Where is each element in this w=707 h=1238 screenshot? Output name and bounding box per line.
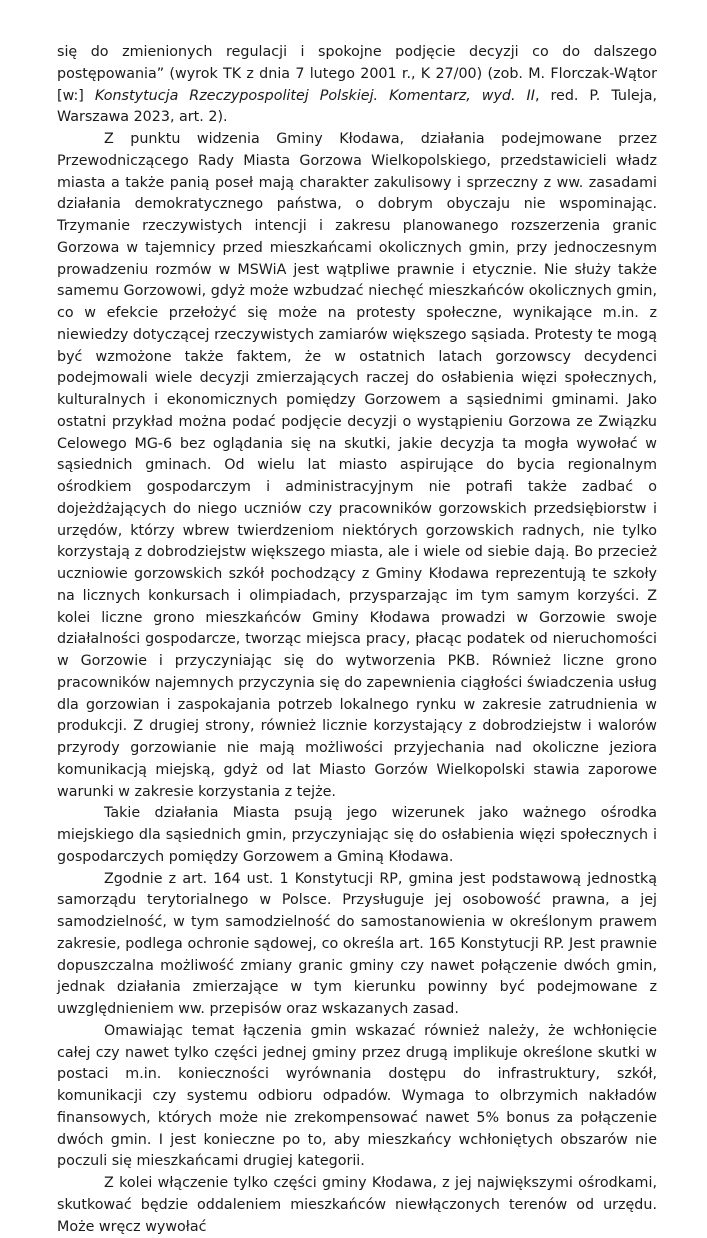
document-body xyxy=(57,42,657,1238)
paragraph: Z punktu widzenia Gminy Kłodawa, działania podejmowane przez Przewodniczącego Rady Miasta Gorzowa Wielkopolskiego, przedstawicieli władz miasta a także panią poseł mają charakter zakulisowy i sprzeczny z ww. zasadami działania demokratycznego państwa, o dobrym obyczaju nie wspominając. Trzymanie rzeczywistych intencji i zakresu planowanego rozszerzenia granic Gorzowa w tajemnicy przed mieszkańcami okolicznych gmin, przy jednoczesnym prowadzeniu rozmów w MSWiA jest wątpliwe prawnie i etycznie. Nie służy także samemu Gorzowowi, gdyż może wzbudzać niechęć mieszkańców okolicznych gmin, co w efekcie przełożyć się może na protesty społeczne, wynikające m.in. z niewiedzy dotyczącej rzeczywistych zamiarów większego sąsiada. Protesty te mogą być wzmożone także faktem, że w ostatnich latach gorzowscy decydenci podejmowali wiele decyzji zmierzających raczej do osłabienia więzi społecznych, kulturalnych i ekonomicznych pomiędzy Gorzowem a sąsiednimi gminami. Jako ostatni przykład można podać podjęcie decyzji o wystąpieniu Gorzowa ze Związku Celowego MG-6 bez oglądania się na skutki, jakie decyzja ta mogła wywołać w sąsiednich gminach. Od wielu lat miasto aspirujące do bycia regionalnym ośrodkiem gospodarczym i administracyjnym nie potrafi także zadbać o dojeżdżających do niego uczniów czy pracowników gorzowskich przedsiębiorstw i urzędów, którzy wbrew twierdzeniom niektórych gorzowskich radnych, nie tylko korzystają z dobrodziejstw większego miasta, ale i wiele od siebie dają. Bo przecież uczniowie gorzowskich szkół pochodzący z Gminy Kłodawa reprezentują te szkoły na licznych konkursach i olimpiadach, przysparzając im tym samym korzyści. Z kolei liczne grono mieszkańców Gminy Kłodawa prowadzi w Gorzowie swoje działalności gospodarcze, tworząc miejsca pracy, płacąc podatek od nieruchomości w Gorzowie i przyczyniając się do wytworzenia PKB. Również liczne grono pracowników najemnych przyczynia się do zapewnienia ciągłości świadczenia usług dla gorzowian i zaspokajania potrzeb lokalnego rynku w zakresie zatrudnienia w produkcji. Z drugiej strony, również licznie korzystający z dobrodziejstw i walorów przyrody gorzowianie nie mają możliwości przyjechania nad okoliczne jeziora komunikacją miejską, gdyż od lat Miasto Gorzów Wielkopolski stawia zaporowe warunki w zakresie korzystania z tejże. xyxy=(57,131,657,800)
paragraph: Omawiając temat łączenia gmin wskazać również należy, że wchłonięcie całej czy nawet tylko części jednej gminy przez drugą implikuje określone skutki w postaci m.in. konieczności wyrównania dostępu do infrastruktury, szkół, komunikacji czy systemu odbioru odpadów. Wymaga to olbrzymich nakładów finansowych, których może nie zrekompensować nawet 5% bonus za połączenie dwóch gmin. I jest konieczne po to, aby mieszkańcy wchłoniętych obszarów nie poczuli się mieszkańcami drugiej kategorii. xyxy=(57,1022,657,1170)
book-title: Konstytucja Rzeczypospolitej Polskiej. Komentarz, wyd. II xyxy=(94,87,535,104)
paragraph: Z kolei włączenie tylko części gminy Kłodawa, z jej największymi ośrodkami, skutkować będzie oddaleniem mieszkańców niewłączonych terenów od urzędu. Może wręcz wywołać xyxy=(57,1175,657,1235)
paragraph-text: , red. P. Tuleja, Warszawa 2023, art. 2). xyxy=(57,87,657,126)
paragraph: Takie działania Miasta psują jego wizerunek jako ważnego ośrodka miejskiego dla sąsiednich gmin, przyczyniając się do osłabienia więzi społecznych i gospodarczych pomiędzy Gorzowem a Gminą Kłodawa. xyxy=(57,805,657,865)
paragraph-text: się do zmienionych regulacji i spokojne podjęcie decyzji co do dalszego postępowania” (wyrok TK z dnia 7 lutego 2001 r., K 27/00) (zob. M. Florczak-Wątor [w:] xyxy=(57,44,657,104)
paragraph: Zgodnie z art. 164 ust. 1 Konstytucji RP, gmina jest podstawową jednostką samorządu terytorialnego w Polsce. Przysługuje jej osobowość prawna, a jej samodzielność, w tym samodzielność do samostanowienia w określonym prawem zakresie, podlega ochronie sądowej, co określa art. 165 Konstytucji RP. Jest prawnie dopuszczalna możliwość zmiany granic gminy czy nawet połączenie dwóch gmin, jednak działania zmierzające w tym kierunku powinny być podejmowane z uwzględnieniem ww. przepisów oraz wskazanych zasad. xyxy=(57,870,657,1017)
paragraph-continuation xyxy=(57,42,657,129)
